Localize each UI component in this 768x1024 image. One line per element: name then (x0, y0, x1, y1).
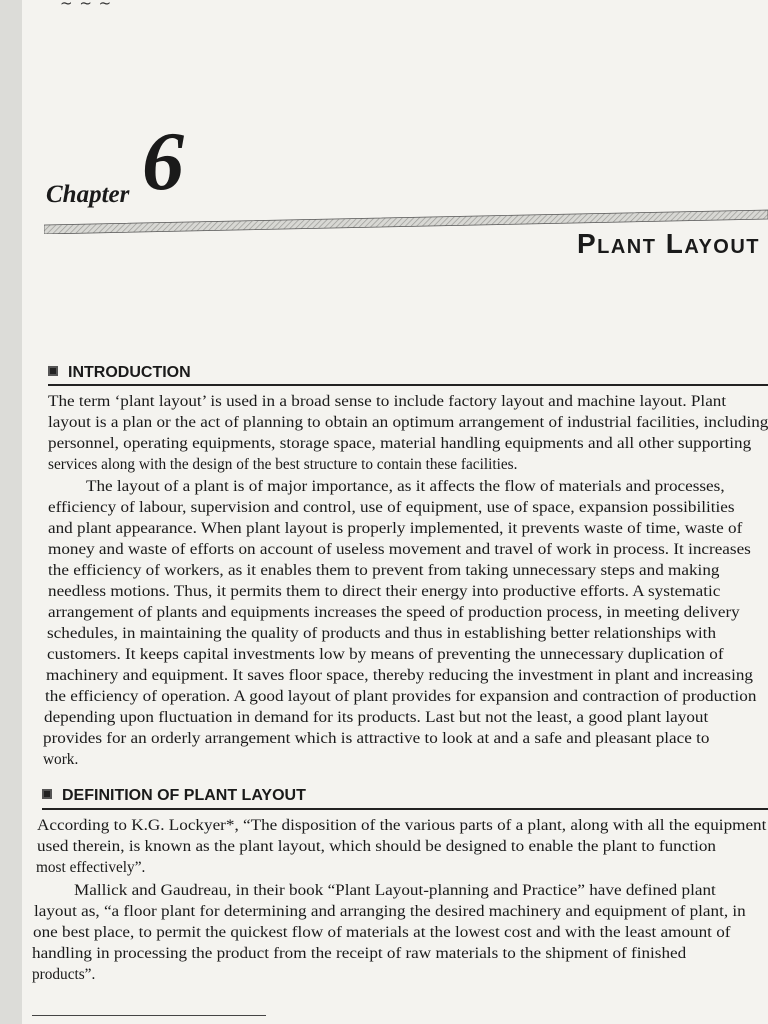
intro-line: provides for an orderly arrangement which is attractive to look at and a safe and pleasant place to (43, 730, 710, 747)
chapter-number: 6 (142, 115, 184, 208)
footnote-rule (32, 1015, 266, 1016)
intro-line: the efficiency of workers, as it enables them to prevent from taking unnecessary steps and making (48, 562, 720, 579)
intro-line: and plant appearance. When plant layout is properly implemented, it prevents waste of time, waste of (48, 520, 743, 537)
square-bullet-icon (48, 366, 58, 376)
intro-line: schedules, in maintaining the quality of products and thus in establishing better relationships with (47, 625, 717, 642)
definition-line: According to K.G. Lockyer*, “The disposition of the various parts of a plant, along with all the equipment (37, 817, 767, 834)
definition-heading-rule (42, 808, 768, 810)
definition-line: handling in processing the product from the receipt of raw materials to the shipment of finished (32, 945, 687, 962)
definition-line: layout as, “a floor plant for determining and arranging the desired machinery and equipment of plant, in (34, 903, 746, 920)
section-heading-definition (42, 787, 306, 805)
square-bullet-icon (42, 789, 52, 799)
chapter-label: Chapter (46, 181, 130, 208)
definition-line: products”. (32, 966, 96, 983)
chapter-title: Plant Layout (576, 228, 760, 259)
intro-line: arrangement of plants and equipments increases the speed of production process, in meeting delivery (48, 604, 740, 621)
intro-line: The term ‘plant layout’ is used in a broad sense to include factory layout and machine layout. Plant (48, 393, 727, 410)
intro-line: money and waste of efforts on account of useless movement and travel of work in process. It increases (48, 541, 751, 558)
book-page (22, 0, 768, 1024)
introduction-heading-rule (48, 384, 768, 386)
intro-line: customers. It keeps capital investments low by means of preventing the unnecessary duplication of (47, 646, 724, 663)
definition-line: used therein, is known as the plant layout, which should be designed to enable the plant to function (37, 838, 716, 855)
intro-line: layout is a plan or the act of planning to obtain an optimum arrangement of industrial facilities, including (48, 414, 768, 431)
intro-line: personnel, operating equipments, storage space, material handling equipments and all other supporting (48, 435, 752, 452)
definition-line: most effectively”. (36, 859, 146, 876)
definition-heading-text: DEFINITION OF PLANT LAYOUT (62, 787, 306, 804)
section-heading-introduction (48, 364, 191, 382)
intro-line: efficiency of labour, supervision and control, use of equipment, use of space, expansion possibilities (48, 499, 735, 516)
intro-line: depending upon fluctuation in demand for its products. Last but not the least, a good plant layout (44, 709, 709, 726)
definition-line: Mallick and Gaudreau, in their book “Plant Layout-planning and Practice” have defined plant (74, 882, 716, 899)
definition-line: one best place, to permit the quickest flow of materials at the lowest cost and with the least amount of (33, 924, 731, 941)
intro-line: machinery and equipment. It saves floor space, thereby reducing the investment in plant and increasing (46, 667, 753, 684)
introduction-heading-text: INTRODUCTION (68, 364, 191, 381)
intro-line: services along with the design of the best structure to contain these facilities. (48, 456, 518, 473)
handwritten-scrawl: ~ ~ ~ (60, 0, 113, 12)
intro-line: the efficiency of operation. A good layout of plant provides for expansion and contraction of production (45, 688, 757, 705)
intro-line: work. (43, 751, 79, 768)
intro-line: The layout of a plant is of major importance, as it affects the flow of materials and processes, (86, 478, 725, 495)
intro-line: needless motions. Thus, it permits them to direct their energy into productive efforts. A systematic (48, 583, 721, 600)
